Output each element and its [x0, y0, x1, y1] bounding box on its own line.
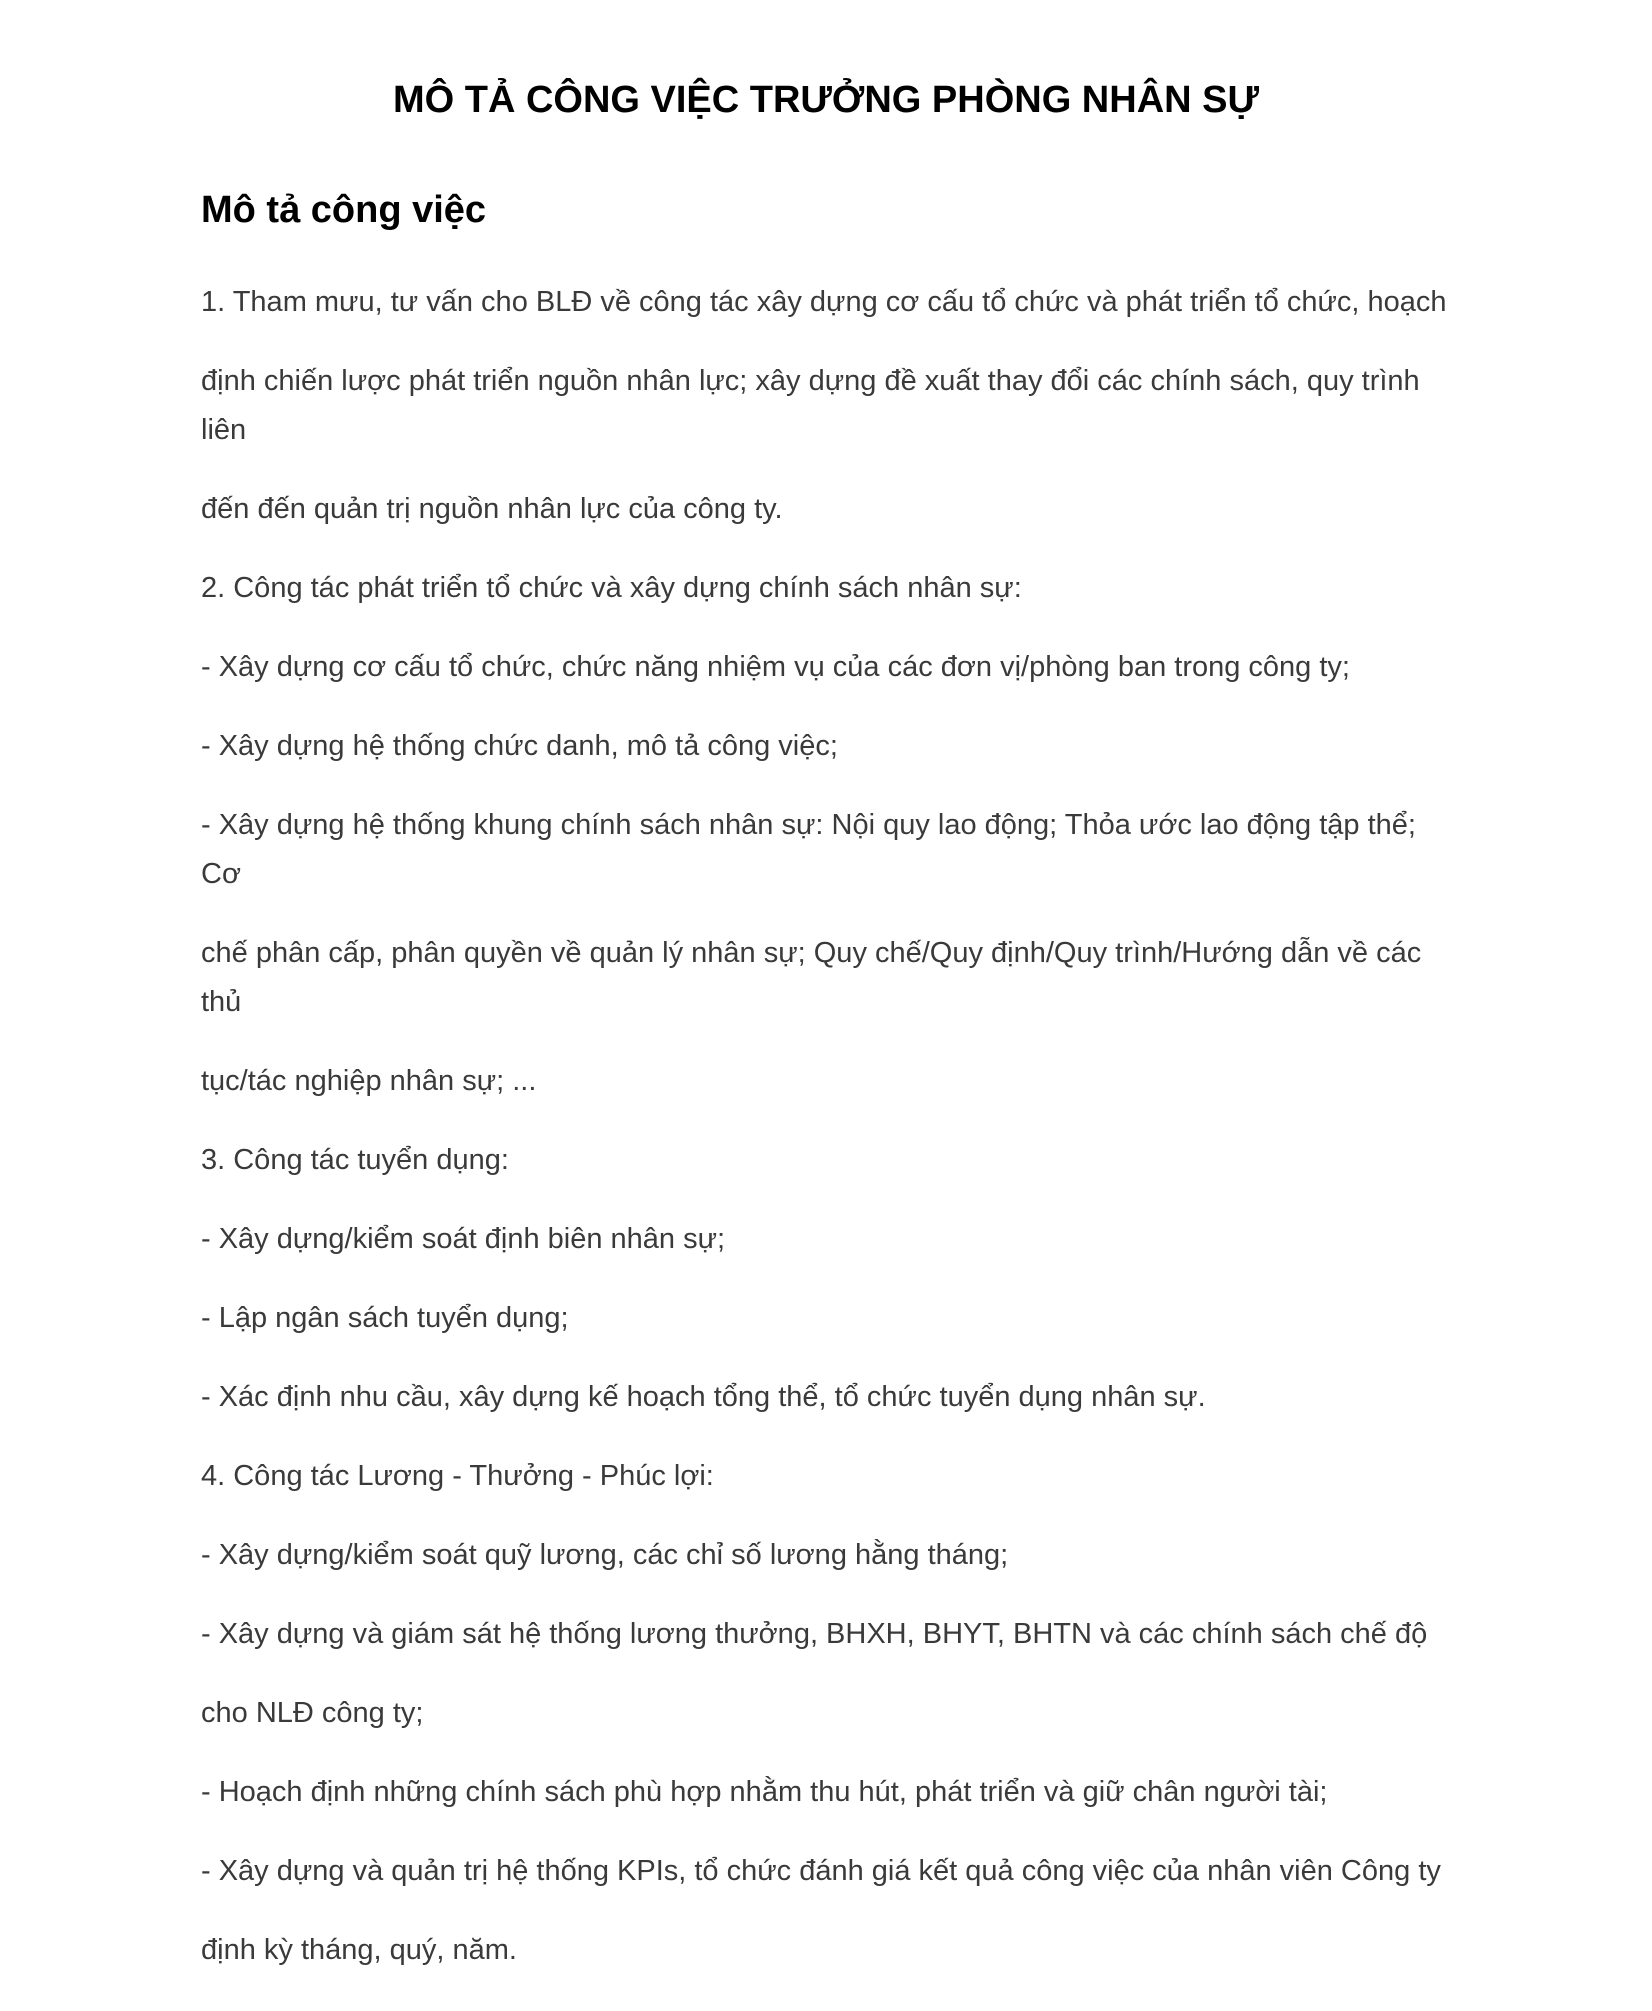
body-line: định chiến lược phát triển nguồn nhân lực; xây dựng đề xuất thay đổi các chính sách, quy trình [201, 365, 1420, 397]
section-heading: Mô tả công việc [201, 189, 487, 231]
body-line: đến đến quản trị nguồn nhân lực của công ty. [201, 493, 783, 525]
body-line: 4. Công tác Lương - Thưởng - Phúc lợi: [201, 1460, 714, 1492]
body-line: - Xây dựng/kiểm soát quỹ lương, các chỉ số lương hằng tháng; [201, 1539, 1009, 1571]
body-line: tục/tác nghiệp nhân sự; ... [201, 1065, 537, 1097]
body-line: Cơ [201, 858, 241, 890]
body-line: 2. Công tác phát triển tổ chức và xây dựng chính sách nhân sự: [201, 572, 1022, 604]
body-line: - Xây dựng hệ thống chức danh, mô tả công việc; [201, 730, 838, 762]
body-line: - Xây dựng hệ thống khung chính sách nhân sự: Nội quy lao động; Thỏa ước lao động tập thể; [201, 809, 1416, 841]
body-line: 1. Tham mưu, tư vấn cho BLĐ về công tác xây dựng cơ cấu tổ chức và phát triển tổ chức, hoạch [201, 286, 1447, 318]
body-line: liên [201, 414, 247, 446]
body-line: 3. Công tác tuyển dụng: [201, 1144, 509, 1176]
body-line: - Xây dựng/kiểm soát định biên nhân sự; [201, 1223, 726, 1255]
body-line: - Xác định nhu cầu, xây dựng kế hoạch tổng thể, tổ chức tuyển dụng nhân sự. [201, 1381, 1206, 1413]
body-line: - Lập ngân sách tuyển dụng; [201, 1302, 569, 1334]
body-line: - Hoạch định những chính sách phù hợp nhằm thu hút, phát triển và giữ chân người tài; [201, 1776, 1328, 1808]
body-line: - Xây dựng cơ cấu tổ chức, chức năng nhiệm vụ của các đơn vị/phòng ban trong công ty; [201, 651, 1350, 683]
body-line: - Xây dựng và quản trị hệ thống KPIs, tổ chức đánh giá kết quả công việc của nhân viên Công ty [201, 1855, 1441, 1887]
body-line: chế phân cấp, phân quyền về quản lý nhân sự; Quy chế/Quy định/Quy trình/Hướng dẫn về các [201, 937, 1422, 969]
document-title: MÔ TẢ CÔNG VIỆC TRƯỞNG PHÒNG NHÂN SỰ [392, 79, 1260, 121]
body-line: định kỳ tháng, quý, năm. [201, 1934, 517, 1966]
body-line: - Xây dựng và giám sát hệ thống lương thưởng, BHXH, BHYT, BHTN và các chính sách chế độ [201, 1618, 1428, 1650]
body-line: cho NLĐ công ty; [201, 1697, 424, 1729]
body-line: thủ [201, 986, 242, 1018]
